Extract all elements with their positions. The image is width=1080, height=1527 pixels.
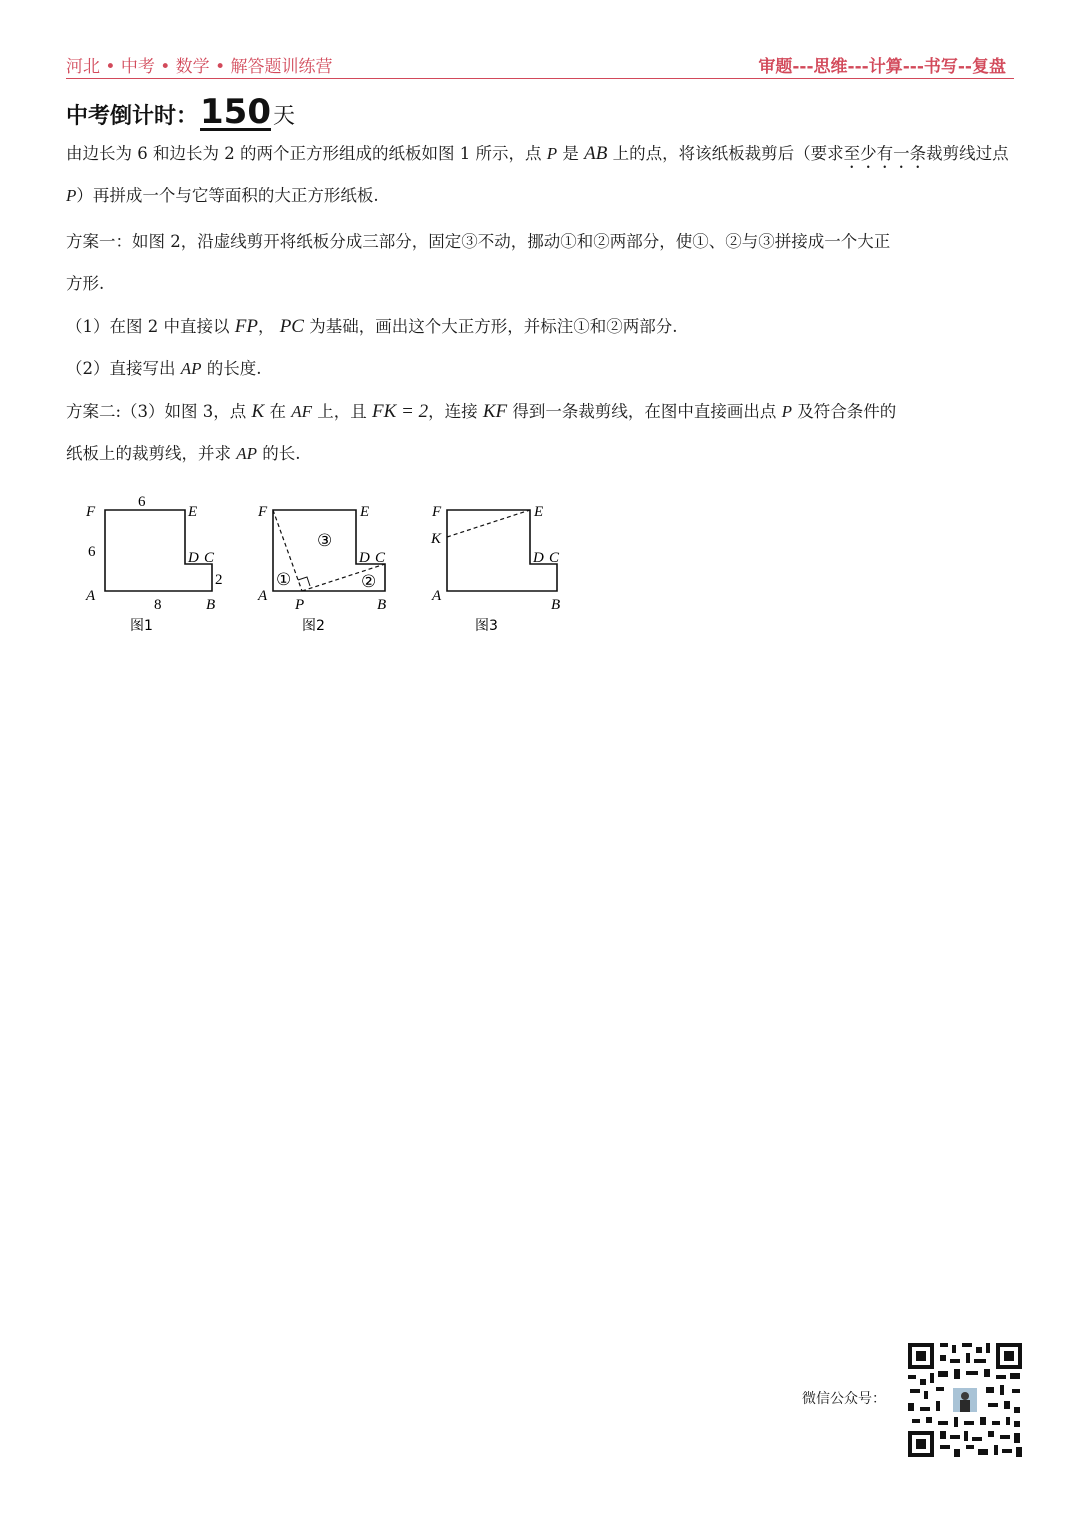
- fig3-caption: 图3: [475, 618, 498, 634]
- fig3-label-k: K: [431, 531, 442, 547]
- fig1-length-left: 6: [88, 544, 96, 560]
- qr-code-icon[interactable]: [906, 1341, 1024, 1459]
- fig2-label-e: E: [360, 504, 370, 520]
- question-2: [66, 348, 1016, 390]
- plan2-text-b: 在: [264, 402, 292, 421]
- fig1-length-top: 6: [138, 494, 146, 510]
- countdown-prefix: 中考倒计时：: [66, 104, 199, 129]
- avatar: [961, 1392, 969, 1400]
- plan2-text-c: 上，且: [312, 402, 373, 421]
- question-1: [66, 306, 1016, 348]
- var-kf: KF: [482, 401, 508, 422]
- fig3-label-b: B: [551, 597, 561, 613]
- var-pc: PC: [279, 316, 304, 337]
- fig2-label-c: C: [375, 550, 386, 566]
- q1-text-a: （1）在图 2 中直接以: [66, 317, 235, 336]
- countdown-days: 150: [200, 92, 271, 132]
- fig1-label-b: B: [206, 597, 216, 613]
- fig1-caption: 图1: [130, 618, 153, 634]
- fig2-part-1: ①: [276, 570, 292, 589]
- header-right-title: 审题---思维---计算---书写--复盘: [758, 57, 1006, 77]
- fig1-label-e: E: [188, 504, 198, 520]
- q2-text-a: （2）直接写出: [66, 359, 181, 378]
- fig2-label-a: A: [258, 588, 268, 604]
- fig3-label-c: C: [549, 550, 560, 566]
- fig2-caption: 图2: [302, 618, 325, 634]
- fig1-label-f: F: [86, 504, 96, 520]
- fig3-label-f: F: [432, 504, 442, 520]
- problem-intro: [66, 133, 1016, 217]
- var-k: K: [251, 401, 265, 422]
- q1-text-b: ，: [257, 317, 280, 336]
- intro-text-e: ）再拼成一个与它等面积的大正方形纸板.: [76, 186, 379, 205]
- wechat-label: 微信公众号：: [802, 1391, 886, 1407]
- var-ap: AP: [180, 359, 202, 378]
- var-ab: AB: [584, 143, 608, 164]
- q1-text-c: 为基础，画出这个大正方形，并标注①和②两部分.: [303, 317, 678, 336]
- plan2-text-g: 纸板上的裁剪线，并求: [66, 444, 237, 463]
- var-p: P: [546, 144, 558, 163]
- fig1-length-right: 2: [215, 572, 223, 588]
- q2-text-b: 的长度.: [201, 359, 262, 378]
- fig2-part-2: ②: [361, 572, 377, 591]
- countdown: [66, 92, 295, 132]
- var-fp: FP: [234, 316, 258, 337]
- eq-fk: FK = 2: [372, 401, 429, 422]
- var-ap: AP: [236, 444, 258, 463]
- fig2-part-3: ③: [317, 531, 333, 550]
- fig3-label-a: A: [432, 588, 442, 604]
- plan2-text-d: ，连接: [428, 402, 483, 421]
- fig2-label-d: D: [359, 550, 370, 566]
- fig1-label-a: A: [86, 588, 96, 604]
- intro-text-d: 裁剪线过点: [926, 144, 1009, 163]
- fig1-label-c: C: [204, 550, 215, 566]
- fig1-length-bottom: 8: [154, 597, 162, 613]
- page-header: [66, 52, 1014, 79]
- fig3-cut-ke: [447, 510, 530, 537]
- fig2-label-b: B: [377, 597, 387, 613]
- plan-two: [66, 391, 1016, 475]
- fig3-label-e: E: [534, 504, 544, 520]
- fig2-label-p: P: [295, 597, 305, 613]
- intro-emphasis: 至少有一条: [843, 144, 927, 163]
- var-p: P: [66, 186, 77, 205]
- intro-text-c: 上的点，将该纸板裁剪后（要求: [607, 144, 844, 163]
- var-af: AF: [291, 402, 313, 421]
- plan2-text-f: 及符合条件的: [792, 402, 897, 421]
- plan2-text-h: 的长.: [257, 444, 301, 463]
- figure-1: [85, 494, 223, 634]
- figure-2: [257, 504, 386, 634]
- plan2-text-a: 方案二:（3）如图 3，点: [66, 402, 252, 421]
- plan1-text-b: 方形.: [66, 274, 105, 293]
- plan1-text-a: 方案一：如图 2，沿虚线剪开将纸板分成三部分，固定③不动，挪动①和②两部分，使①、②与③拼接成一个大正: [66, 232, 891, 251]
- fig2-label-f: F: [258, 504, 268, 520]
- intro-text-a: 由边长为 6 和边长为 2 的两个正方形组成的纸板如图 1 所示，点: [66, 144, 547, 163]
- figure-3: [430, 504, 560, 634]
- var-p: P: [781, 402, 793, 421]
- fig1-label-d: D: [188, 550, 199, 566]
- plan-one: [66, 221, 1016, 305]
- countdown-unit: 天: [273, 104, 296, 129]
- intro-text-b: 是: [557, 144, 585, 163]
- fig3-label-d: D: [533, 550, 544, 566]
- header-left-title: 河北 • 中考 • 数学 • 解答题训练营: [66, 57, 333, 77]
- figures: [80, 492, 580, 642]
- plan2-text-e: 得到一条裁剪线，在图中直接画出点: [507, 402, 782, 421]
